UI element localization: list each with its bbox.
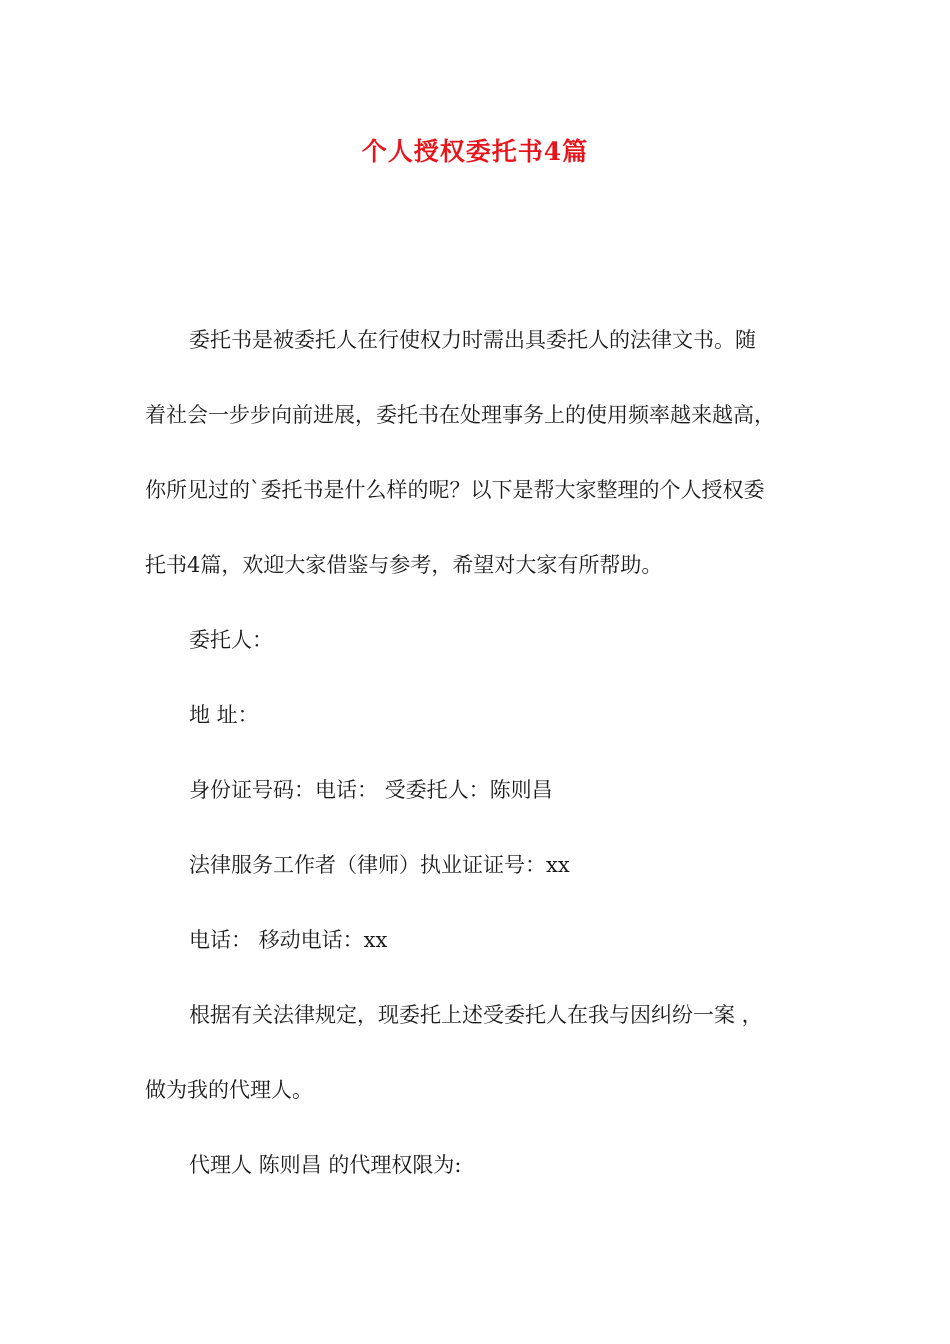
paragraph-line: 根据有关法律规定，现委托上述受委托人在我与因纠纷一案 ，: [189, 1003, 763, 1027]
paragraph-line: 着社会一步步向前进展，委托书在处理事务上的使用频率越来越高，: [145, 403, 775, 427]
paragraph-line: 委托书是被委托人在行使权力时需出具委托人的法律文书。随: [189, 328, 756, 352]
document-body: [145, 320, 810, 1220]
phone-line: 电话： 移动电话：xx: [189, 928, 388, 952]
principal-label: 委托人：: [189, 628, 273, 652]
paragraph-line: 托书4篇，欢迎大家借鉴与参考，希望对大家有所帮助。: [145, 553, 663, 577]
address-label: 地 址：: [189, 703, 259, 727]
document-title: 个人授权委托书4篇: [361, 137, 589, 166]
paragraph-line: 做为我的代理人。: [145, 1078, 313, 1102]
agent-authority-line: 代理人 陈则昌 的代理权限为:: [189, 1153, 462, 1177]
id-phone-agent-line: 身份证号码：电话： 受委托人：陈则昌: [189, 778, 553, 802]
paragraph-line: 你所见过的`委托书是什么样的呢？以下是帮大家整理的个人授权委: [145, 478, 765, 502]
license-number-line: 法律服务工作者（律师）执业证证号：xx: [189, 853, 570, 877]
